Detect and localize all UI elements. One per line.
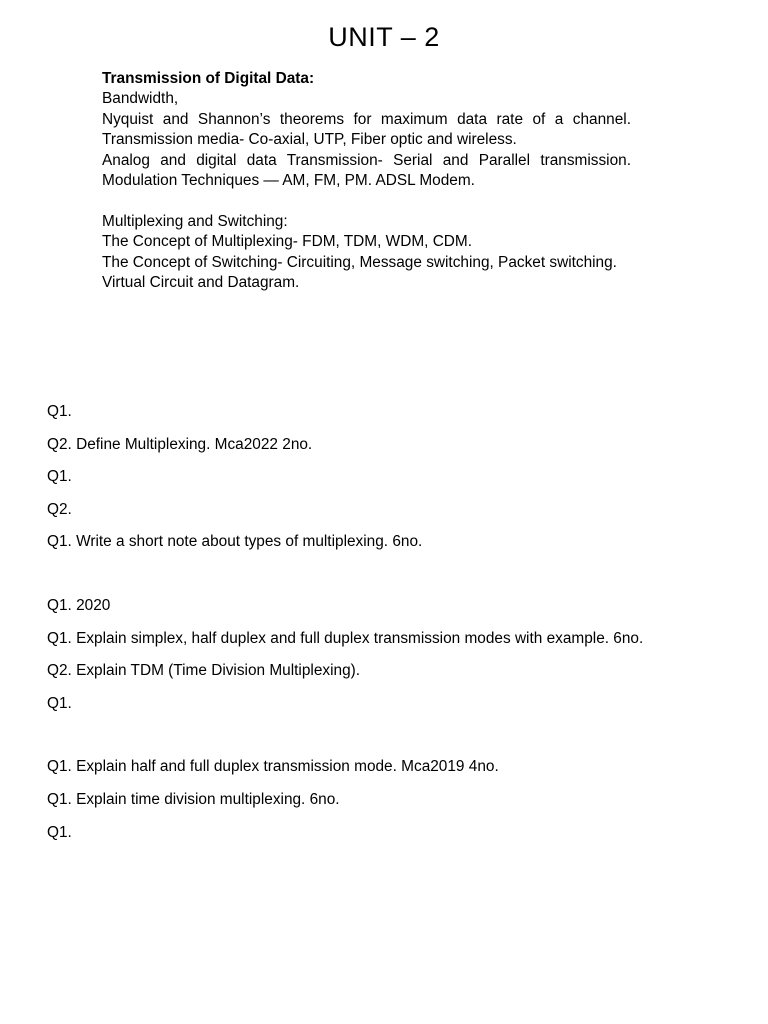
syllabus-line: Bandwidth,	[102, 90, 179, 108]
syllabus-block	[102, 69, 631, 293]
question-item: Q2.	[47, 500, 72, 518]
syllabus-line: Analog and digital data Transmission- Serial and Parallel transmission.	[102, 151, 631, 169]
syllabus-section2-heading: Multiplexing and Switching:	[102, 212, 288, 230]
syllabus-line: The Concept of Multiplexing- FDM, TDM, WDM, CDM.	[102, 233, 473, 251]
question-gap	[47, 563, 667, 594]
question-item: Q2. Define Multiplexing. Mca2022 2no.	[47, 435, 313, 453]
question-gap	[47, 724, 667, 755]
question-item: Q1.	[47, 468, 72, 486]
question-item: Q1.	[47, 694, 72, 712]
syllabus-gap	[102, 191, 631, 211]
syllabus-line: Modulation Techniques — AM, FM, PM. ADSL Modem.	[102, 172, 475, 190]
question-item: Q1. Explain half and full duplex transmission mode. Mca2019 4no.	[47, 758, 499, 776]
question-item: Q1. Explain time division multiplexing. 6no.	[47, 790, 340, 808]
question-item: Q1. Explain simplex, half duplex and full duplex transmission modes with example. 6no.	[47, 629, 644, 647]
questions-list	[47, 400, 667, 853]
page-title: UNIT – 2	[328, 22, 440, 52]
question-item: Q1. 2020	[47, 596, 111, 614]
syllabus-line: Transmission media- Co-axial, UTP, Fiber optic and wireless.	[102, 131, 517, 149]
question-item: Q2. Explain TDM (Time Division Multiplexing).	[47, 662, 361, 680]
question-item: Q1.	[47, 823, 72, 841]
question-item: Q1.	[47, 403, 72, 420]
syllabus-line: Virtual Circuit and Datagram.	[102, 274, 300, 292]
syllabus-heading: Transmission of Digital Data:	[102, 70, 315, 87]
syllabus-line: The Concept of Switching- Circuiting, Message switching, Packet switching.	[102, 253, 617, 271]
syllabus-line: Nyquist and Shannon’s theorems for maximum data rate of a channel.	[102, 110, 631, 128]
question-item: Q1. Write a short note about types of multiplexing. 6no.	[47, 533, 423, 551]
